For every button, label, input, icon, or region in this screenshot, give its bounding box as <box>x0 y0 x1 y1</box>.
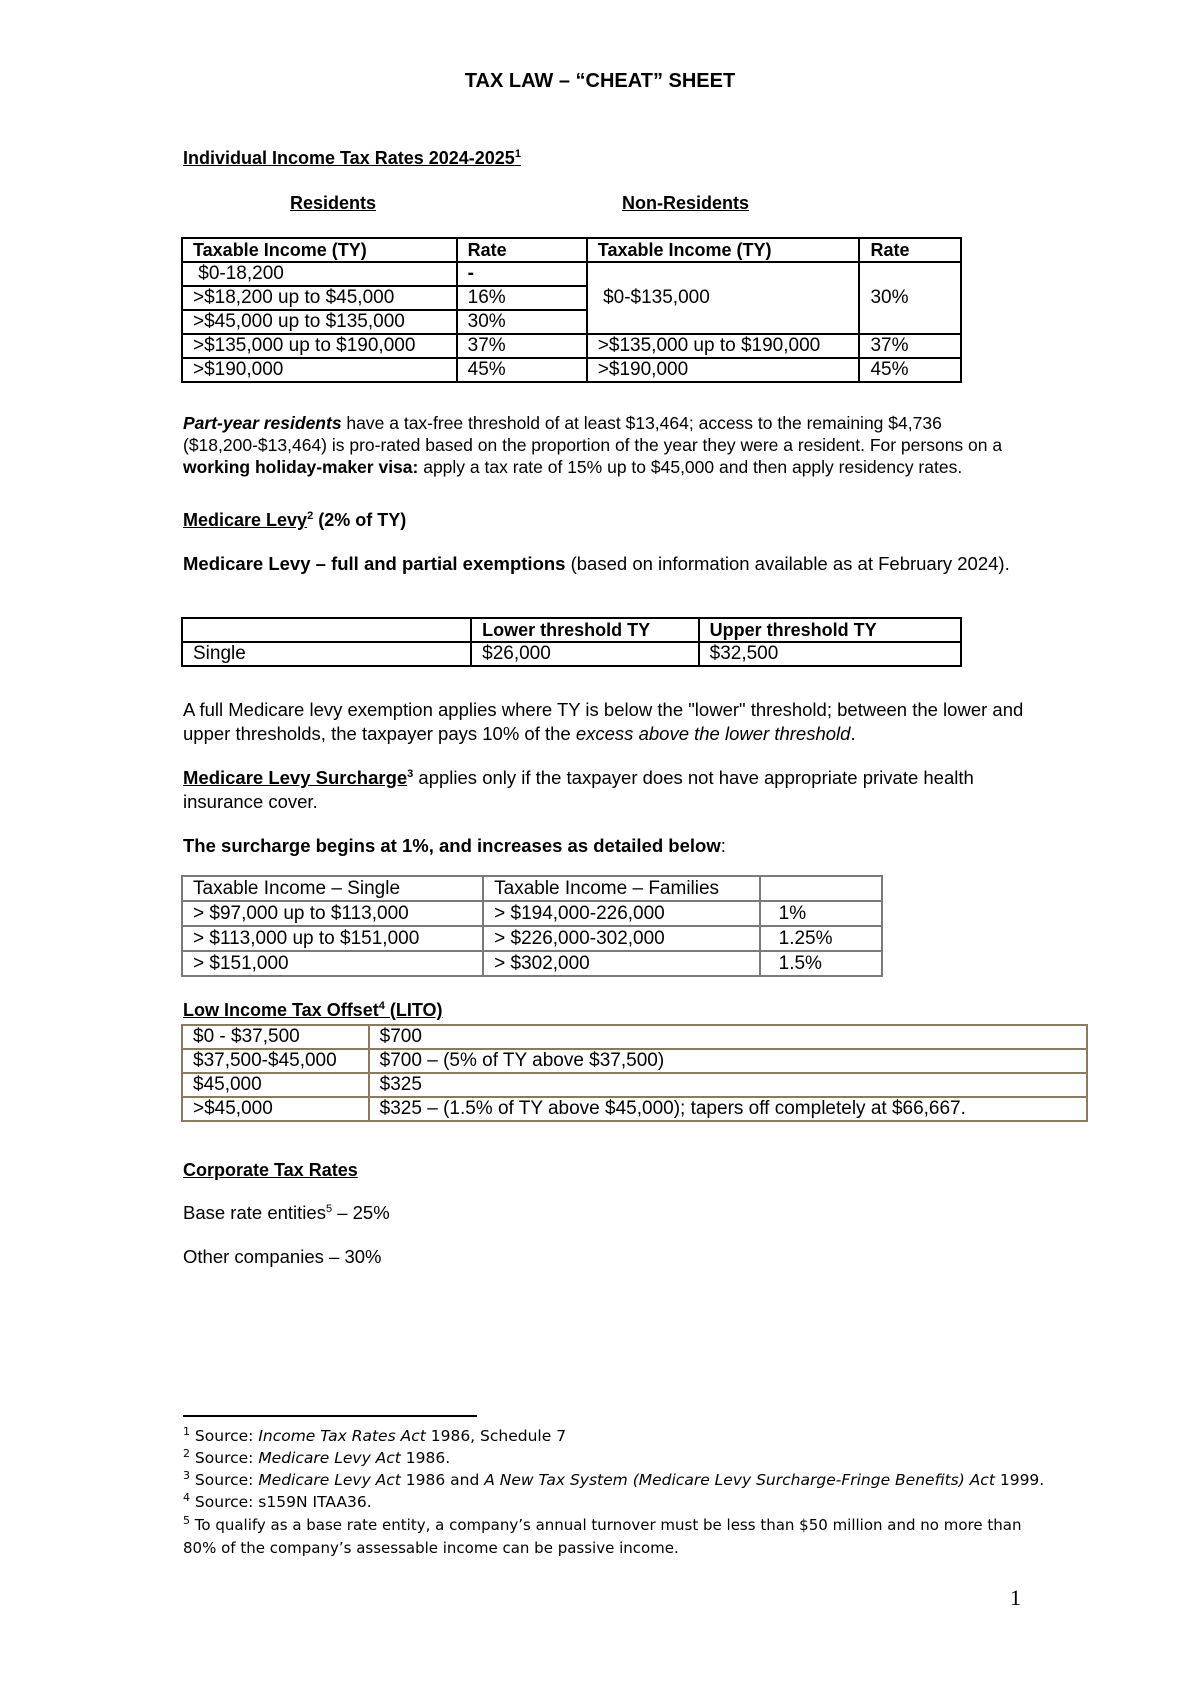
table-cell: > $113,000 up to $151,000 <box>182 926 483 951</box>
medicare-exemptions-paragraph <box>183 552 1043 576</box>
lito-heading <box>183 1000 442 1021</box>
individual-heading-text: Individual Income Tax Rates 2024-2025 <box>183 148 515 168</box>
table-row <box>182 1073 1087 1097</box>
table-cell: > $302,000 <box>483 951 760 976</box>
nonresidents-label: Non-Residents <box>622 193 750 213</box>
lito-table <box>181 1024 1088 1122</box>
base-rate-text: Base rate entities <box>183 1202 326 1223</box>
table-row <box>182 262 961 286</box>
base-rate-line <box>183 1202 390 1224</box>
medicare-heading-text: Medicare Levy <box>183 510 308 530</box>
corporate-heading: Corporate Tax Rates <box>183 1160 358 1180</box>
table-cell: > $226,000-302,000 <box>483 926 760 951</box>
table-cell <box>760 876 882 901</box>
footnote-ref-5: 5 <box>325 1202 333 1215</box>
table-cell: > $194,000-226,000 <box>483 901 760 926</box>
table-cell: $700 <box>369 1025 1087 1049</box>
resident-income-cell: >$18,200 up to $45,000 <box>182 286 457 310</box>
resident-rate-cell: - <box>457 262 587 286</box>
footnote-3: $^3$ Source: Medicare Levy Act 1986 and A New Tax System (Medicare Levy Surcharge-Fringe Benefits) Act 1999. <box>183 1468 1045 1489</box>
footnote-1: $^1$ Source: Income Tax Rates Act 1986, Schedule 7 <box>183 1424 567 1445</box>
nonresident-rate-cell: 37% <box>859 334 961 358</box>
medicare-heading <box>183 510 406 531</box>
table-cell: >$45,000 <box>182 1097 369 1121</box>
surcharge-paragraph <box>183 766 1043 814</box>
table-cell: $45,000 <box>182 1073 369 1097</box>
header-cell <box>182 618 471 642</box>
table-cell: Taxable Income – Families <box>483 876 760 901</box>
resident-income-cell: >$135,000 up to $190,000 <box>182 334 457 358</box>
table-cell: Taxable Income – Single <box>182 876 483 901</box>
medicare-exemption-end: . <box>850 723 856 744</box>
part-year-paragraph <box>183 412 1043 478</box>
table-cell: > $97,000 up to $113,000 <box>182 901 483 926</box>
medicare-exemption-italic: excess above the lower threshold <box>575 723 851 744</box>
resident-income-cell: >$190,000 <box>182 358 457 382</box>
resident-income-cell: $0-18,200 <box>182 262 457 286</box>
header-cell: Taxable Income (TY) <box>182 238 457 262</box>
table-header-row <box>182 238 961 262</box>
footnote-ref-2: 2 <box>307 510 314 522</box>
footnote-2: $^2$ Source: Medicare Levy Act 1986. <box>183 1446 451 1467</box>
table-row <box>182 1049 1087 1073</box>
table-cell: 1.25% <box>760 926 882 951</box>
surcharge-begins-paragraph <box>183 834 1043 858</box>
part-year-bold: Part-year residents <box>183 413 342 433</box>
other-companies-line: Other companies – 30% <box>183 1246 382 1267</box>
table-cell: Single <box>182 642 471 666</box>
medicare-heading-suffix: (2% of TY) <box>313 510 407 530</box>
header-cell: Rate <box>859 238 961 262</box>
footnote-4: $^4$ Source: s159N ITAA36. <box>183 1490 372 1511</box>
surcharge-table <box>181 875 883 977</box>
medicare-exemptions-bold: Medicare Levy – full and partial exemptions <box>183 553 566 574</box>
header-cell: Lower threshold TY <box>471 618 699 642</box>
medicare-exemptions-text: (based on information available as at February 2024). <box>565 553 1010 574</box>
nonresident-rate-cell: 30% <box>859 262 961 334</box>
base-rate-value: – 25% <box>332 1202 390 1223</box>
resident-income-cell: >$45,000 up to $135,000 <box>182 310 457 334</box>
surcharge-heading: Medicare Levy Surcharge <box>183 767 408 788</box>
page-title: TAX LAW – “CHEAT” SHEET <box>464 70 736 92</box>
table-row <box>182 1097 1087 1121</box>
individual-tax-table <box>181 237 962 383</box>
part-year-text: have a tax-free threshold of at least $13,464; access to the remaining $4,736 ($18,200-$13,464) is pro-rated based on the proportion of the year they were a resident. For persons on a <box>183 413 1003 455</box>
header-cell: Upper threshold TY <box>699 618 961 642</box>
header-cell: Taxable Income (TY) <box>587 238 860 262</box>
surcharge-text: applies only if the taxpayer does not have appropriate private health insurance cover. <box>183 767 974 812</box>
table-row <box>182 901 882 926</box>
table-cell: $325 <box>369 1073 1087 1097</box>
lito-heading-text: Low Income Tax Offset <box>183 1000 379 1020</box>
footnote-5-continued: 80% of the company’s assessable income can be passive income. <box>183 1539 679 1557</box>
nonresident-rate-cell: 45% <box>859 358 961 382</box>
medicare-exemption-paragraph <box>183 698 1043 746</box>
table-row <box>182 926 882 951</box>
table-cell: > $151,000 <box>182 951 483 976</box>
table-row <box>182 642 961 666</box>
resident-rate-cell: 30% <box>457 310 587 334</box>
nonresident-income-cell: $0-$135,000 <box>587 262 860 334</box>
nonresident-income-cell: >$190,000 <box>587 358 860 382</box>
footnote-ref-1: 1 <box>514 148 521 160</box>
lito-heading-suffix: (LITO) <box>384 1000 443 1020</box>
medicare-exemption-text: A full Medicare levy exemption applies where TY is below the "lower" threshold; between the lower and upper thresholds, the taxpayer pays 10% of the <box>183 699 1024 744</box>
individual-heading <box>183 148 521 169</box>
table-row <box>182 358 961 382</box>
nonresident-income-cell: >$135,000 up to $190,000 <box>587 334 860 358</box>
resident-rate-cell: 37% <box>457 334 587 358</box>
table-cell: 1% <box>760 901 882 926</box>
table-cell: $700 – (5% of TY above $37,500) <box>369 1049 1087 1073</box>
table-header-row <box>182 618 961 642</box>
table-cell: $26,000 <box>471 642 699 666</box>
footnote-ref-3: 3 <box>407 767 414 780</box>
holiday-visa-text: apply a tax rate of 15% up to $45,000 and then apply residency rates. <box>418 457 963 477</box>
page-number: 1 <box>1010 1585 1021 1610</box>
footnote-5: $^5$ To qualify as a base rate entity, a company’s annual turnover must be less than $50 million and no more than <box>183 1514 1022 1534</box>
resident-rate-cell: 16% <box>457 286 587 310</box>
footnote-ref-4: 4 <box>378 1000 385 1012</box>
surcharge-begins-end: : <box>720 835 726 856</box>
table-cell: $32,500 <box>699 642 961 666</box>
table-row <box>182 334 961 358</box>
footnote-separator <box>183 1415 477 1417</box>
resident-rate-cell: 45% <box>457 358 587 382</box>
table-cell: $0 - $37,500 <box>182 1025 369 1049</box>
surcharge-begins-bold: The surcharge begins at 1%, and increases as detailed below <box>183 835 721 856</box>
table-row <box>182 1025 1087 1049</box>
table-row <box>182 876 882 901</box>
header-cell: Rate <box>457 238 587 262</box>
medicare-threshold-table <box>181 617 962 667</box>
table-row <box>182 951 882 976</box>
table-cell: 1.5% <box>760 951 882 976</box>
holiday-visa-bold: working holiday-maker visa: <box>183 457 419 477</box>
residents-label: Residents <box>290 193 377 213</box>
table-cell: $37,500-$45,000 <box>182 1049 369 1073</box>
table-cell: $325 – (1.5% of TY above $45,000); tapers off completely at $66,667. <box>369 1097 1087 1121</box>
